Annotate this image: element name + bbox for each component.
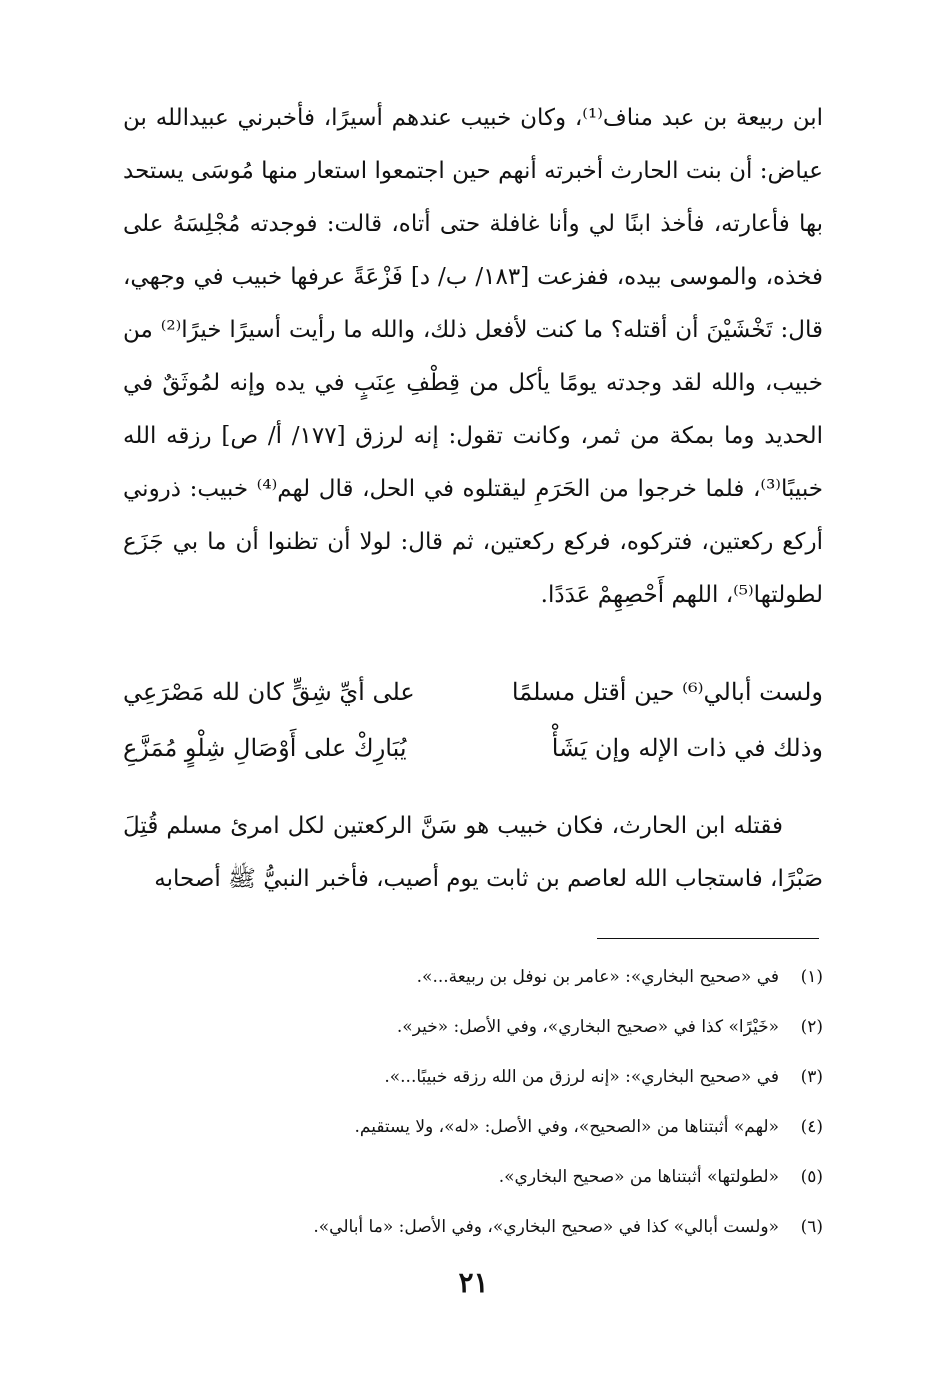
footnote-number: (١) — [800, 967, 823, 987]
footnote-text: في «صحيح البخاري»: «عامر بن نوفل بن ربيعة...». — [416, 967, 779, 987]
verse-first-hemistich: ولست أبالي⁽⁶⁾ حين أقتل مسلمًا — [511, 678, 823, 706]
footnote-item — [123, 1052, 823, 1102]
footnote-item — [123, 1102, 823, 1152]
footnote-text: في «صحيح البخاري»: «إنه لرزق من الله رزقه خبيبًا...». — [384, 1067, 779, 1087]
poem-block — [123, 664, 823, 776]
poem-verse — [123, 664, 823, 720]
main-text-block — [123, 92, 823, 622]
footnote-text: «لطولتها» أثبتناها من «صحيح البخاري». — [498, 1167, 779, 1187]
verse-second-hemistich: يُبَارِكْ على أَوْصَالِ شِلْوٍ مُمَزَّعِ — [123, 734, 407, 762]
footnote-number: (٢) — [800, 1017, 823, 1037]
verse-second-hemistich: على أيِّ شِقٍّ كان لله مَصْرَعِي — [123, 678, 415, 706]
footnote-text: «خَيْرًا» كذا في «صحيح البخاري»، وفي الأصل: «خير». — [396, 1017, 779, 1037]
footnote-item — [123, 1202, 823, 1252]
footnote-number: (٤) — [800, 1117, 823, 1137]
footnote-separator — [597, 938, 819, 939]
poem-verse — [123, 720, 823, 776]
page-number: ٢١ — [458, 1266, 489, 1299]
footnotes-list — [123, 952, 823, 1252]
footnote-item — [123, 1152, 823, 1202]
footnote-number: (٥) — [800, 1167, 823, 1187]
body-paragraph: ابن ربيعة بن عبد مناف⁽¹⁾، وكان خبيب عندهم أسيرًا، فأخبرني عبيدالله بن عياض: أن بنت الحارث أخبرته أنهم حين اجتمعوا استعار منها مُوسَى يستحد بها فأعارته، فأخذ ابنًا لي وأنا غافلة حتى أتاه، قالت: فوجدته مُجْلِسَهُ على فخذه، والموسى بيده، ففزعت [١٨٣/ ب/ د] فَزْعَةً عرفها خبيب في وجهي، قال: تَخْشَيْنَ أن أقتله؟ ما كنت لأفعل ذلك، والله ما رأيت أسيرًا خيرًا⁽²⁾ من خبيب، والله لقد وجدته يومًا يأكل من قِطْفِ عِنَبٍ في يده وإنه لمُوثَقٌ في الحديد وما بمكة من ثمر، وكانت تقول: إنه لرزق [١٧٧/ أ/ ص] رزقه الله خبيبًا⁽³⁾، فلما خرجوا من الحَرَمِ ليقتلوه في الحل، قال لهم⁽⁴⁾ خبيب: ذروني أركع ركعتين، فتركوه، فركع ركعتين، ثم قال: لولا أن تظنوا أن ما بي جَزَع لطولتها⁽⁵⁾، اللهم أَحْصِهِمْ عَدَدًا. — [123, 105, 824, 608]
after-poem-paragraph: فقتله ابن الحارث، فكان خبيب هو سَنَّ الركعتين لكل امرئ مسلم قُتِلَ صَبْرًا، فاستجاب الله لعاصم بن ثابت يوم أصيب، فأخبر النبيُّ ﷺ أصحابه — [123, 813, 823, 892]
footnote-text: «لهم» أثبتناها من «الصحيح»، وفي الأصل: «له»، ولا يستقيم. — [354, 1117, 779, 1137]
footnote-text: «ولست أبالي» كذا في «صحيح البخاري»، وفي الأصل: «ما أبالي». — [313, 1217, 779, 1237]
footnote-item — [123, 1002, 823, 1052]
footnote-number: (٦) — [800, 1217, 823, 1237]
footnote-number: (٣) — [800, 1067, 823, 1087]
footnote-item — [123, 952, 823, 1002]
verse-first-hemistich: وذلك في ذات الإله وإن يَشَأْ — [551, 734, 823, 762]
